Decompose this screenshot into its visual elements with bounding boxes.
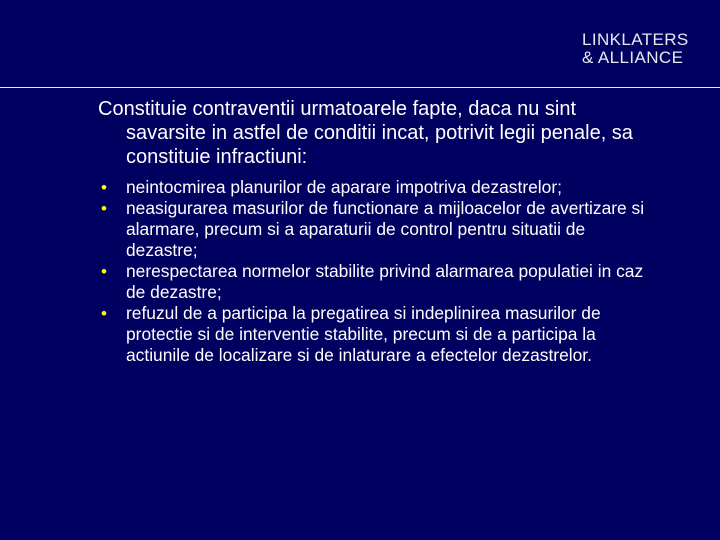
- slide-body: [98, 97, 658, 366]
- logo-line-1: LINKLATERS: [582, 30, 689, 49]
- bullet-text-3: nerespectarea normelor stabilite privind alarmarea populatiei in caz de dezastre;: [126, 261, 644, 302]
- bullet-icon: •: [101, 262, 107, 281]
- bullet-text-4: refuzul de a participa la pregatirea si indeplinirea masurilor de protectie si de interventie stabilite, precum si de a participa la actiunile de localizare si de inlaturare a efectelor dezastrelor.: [126, 303, 601, 365]
- header-divider: [0, 87, 720, 88]
- company-logo: [582, 31, 712, 67]
- bullet-item-1: [98, 177, 658, 198]
- bullet-list: [98, 177, 658, 366]
- intro-paragraph: Constituie contraventii urmatoarele fapte, daca nu sint savarsite in astfel de conditii incat, potrivit legii penale, sa constituie infractiuni:: [98, 98, 633, 168]
- logo-line-2: & ALLIANCE: [582, 48, 684, 67]
- bullet-text-2: neasigurarea masurilor de functionare a mijloacelor de avertizare si alarmare, precum si a aparaturii de control pentru situatii de dezastre;: [126, 198, 645, 260]
- bullet-icon: •: [101, 304, 107, 323]
- bullet-text-1: neintocmirea planurilor de aparare impotriva dezastrelor;: [126, 177, 562, 197]
- bullet-item-2: [98, 198, 658, 261]
- bullet-icon: •: [101, 178, 107, 197]
- bullet-item-4: [98, 303, 658, 366]
- bullet-item-3: [98, 261, 658, 303]
- bullet-icon: •: [101, 199, 107, 218]
